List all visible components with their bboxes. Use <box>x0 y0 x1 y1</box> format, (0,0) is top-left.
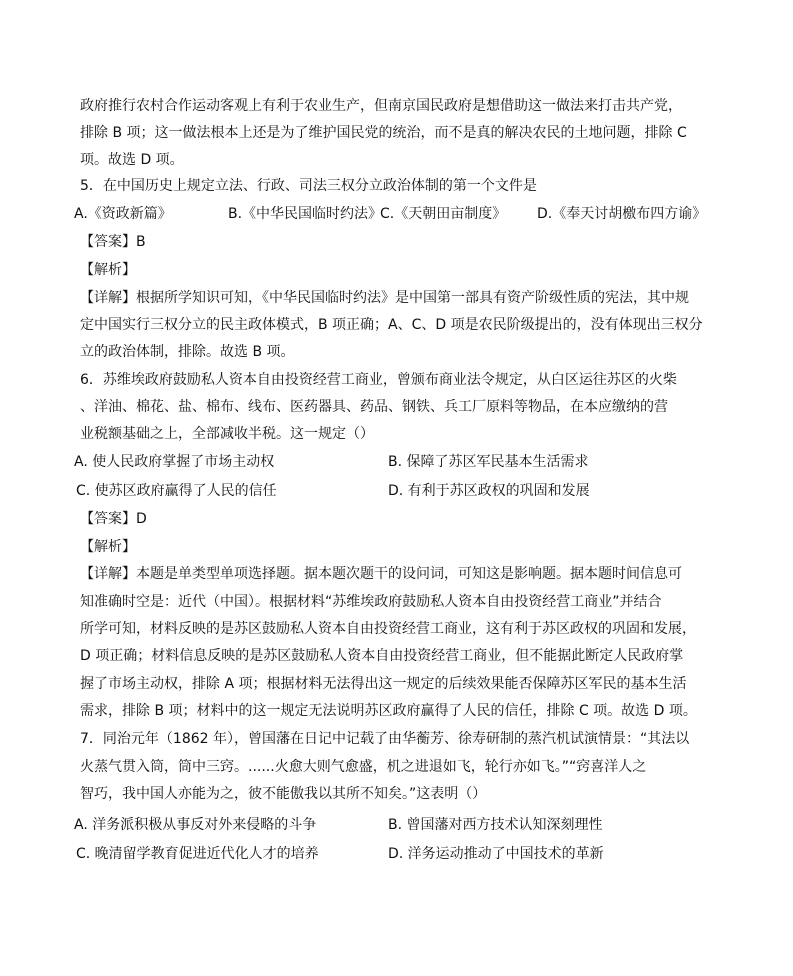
q5-detail-line-1: 【详解】根据所学知识可知，《中华民国临时约法》是中国第一部具有资产阶级性质的宪法，其中规 <box>80 290 689 306</box>
q5-detail-line-2: 定中国实行三权分立的民主政体模式，B 项正确；A、C、D 项是农民阶级提出的，没有体现出三权分 <box>80 317 703 333</box>
q6-option-b: B. 保障了苏区军民基本生活需求 <box>388 454 589 470</box>
q7-stem-line-2: 火蒸气贯入筒，筒中三窍。......火愈大则气愈盛，机之进退如飞，轮行亦如飞。”“窍喜洋人之 <box>80 759 647 775</box>
q7-option-d: D. 洋务运动推动了中国技术的革新 <box>388 846 604 862</box>
q5-option-b: B.《中华民国临时约法》 <box>228 206 383 222</box>
q5-analysis-heading: 【解析】 <box>80 262 136 278</box>
q7-stem-line-1: 7．同治元年（1862 年），曾国藩在日记中记载了由华蘅芳、徐寿研制的蒸汽机试演情景：“其法以 <box>80 731 690 747</box>
q7-stem-line-3: 智巧，我中国人亦能为之，彼不能傲我以其所不知矣。”这表明（） <box>80 786 487 802</box>
q6-answer: 【答案】D <box>80 511 147 527</box>
q6-detail-line-6: 需求，排除 B 项；材料中的这一规定无法说明苏区政府赢得了人民的信任，排除 C 项。故选 D 项。 <box>80 703 697 719</box>
q5-option-c: C.《天朝田亩制度》 <box>380 206 507 222</box>
q6-detail-line-4: D 项正确；材料信息反映的是苏区鼓励私人资本自由投资经营工商业，但不能据此断定人民政府掌 <box>80 648 684 664</box>
q5-option-a: A.《资政新篇》 <box>74 206 172 222</box>
q6-option-c: C. 使苏区政府赢得了人民的信任 <box>76 483 277 499</box>
q6-detail-line-3: 所学可知，材料反映的是苏区鼓励私人资本自由投资经营工商业，这有利于苏区政权的巩固和发展， <box>80 621 696 637</box>
q5-answer: 【答案】B <box>80 234 146 250</box>
q7-option-b: B. 曾国藩对西方技术认知深刻理性 <box>388 817 603 833</box>
q5-stem: 5．在中国历史上规定立法、行政、司法三权分立政治体制的第一个文件是 <box>80 178 537 194</box>
prev-explanation-line-2: 排除 B 项；这一做法根本上还是为了维护国民党的统治，而不是真的解决农民的土地问题，排除 C <box>80 125 687 141</box>
q5-option-d: D.《奉天讨胡檄布四方谕》 <box>537 206 707 222</box>
q6-stem-line-3: 业税额基础之上，全部减收半税。这一规定（） <box>80 426 374 442</box>
q6-detail-line-2: 知准确时空是：近代（中国）。根据材料“苏维埃政府鼓励私人资本自由投资经营工商业”并结合 <box>80 594 662 610</box>
q7-option-c: C. 晚清留学教育促进近代化人才的培养 <box>76 846 319 862</box>
q6-stem-line-2: 、洋油、棉花、盐、棉布、线布、医药器具、药品、钢铁、兵工厂原料等物品，在本应缴纳的营 <box>80 399 668 415</box>
q6-analysis-heading: 【解析】 <box>80 539 136 555</box>
q6-detail-line-1: 【详解】本题是单类型单项选择题。据本题次题干的设问词，可知这是影响题。据本题时间信息可 <box>80 566 682 582</box>
q6-option-a: A. 使人民政府掌握了市场主动权 <box>74 454 275 470</box>
prev-explanation-line-3: 项。故选 D 项。 <box>80 152 184 168</box>
q5-detail-line-3: 立的政治体制，排除。故选 B 项。 <box>80 344 295 360</box>
q6-stem-line-1: 6．苏维埃政府鼓励私人资本自由投资经营工商业，曾颁布商业法令规定，从白区运往苏区的火柴 <box>80 372 677 388</box>
prev-explanation-line-1: 政府推行农村合作运动客观上有利于农业生产，但南京国民政府是想借助这一做法来打击共产党， <box>80 98 682 114</box>
q7-option-a: A. 洋务派积极从事反对外来侵略的斗争 <box>74 817 317 833</box>
q6-detail-line-5: 握了市场主动权，排除 A 项；根据材料无法得出这一规定的后续效果能否保障苏区军民的基本生活 <box>80 676 687 692</box>
q6-option-d: D. 有利于苏区政权的巩固和发展 <box>388 483 590 499</box>
